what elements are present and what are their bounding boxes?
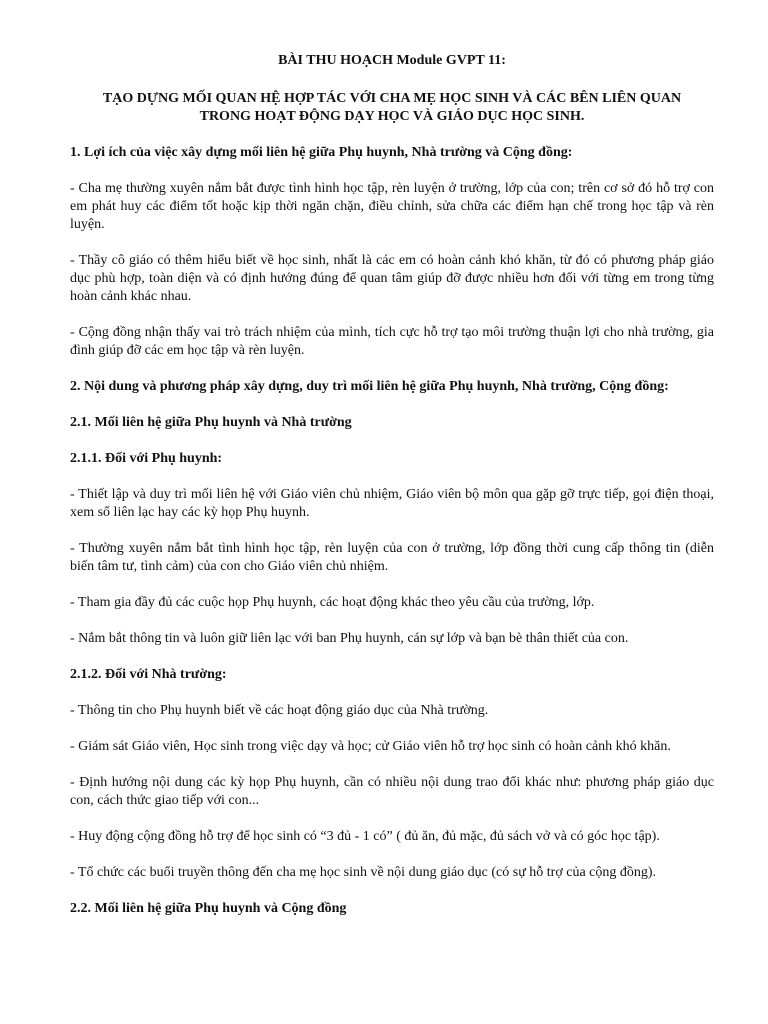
section-2-1-1-paragraph: - Thiết lập và duy trì mối liên hệ với Giáo viên chủ nhiệm, Giáo viên bộ môn qua gặp gỡ trực tiếp, gọi điện thoại, xem sổ liên lạc hay các kỳ họp Phụ huynh. [70, 487, 714, 520]
subtitle-line-1: TẠO DỰNG MỐI QUAN HỆ HỢP TÁC VỚI CHA MẸ HỌC SINH VÀ CÁC BÊN LIÊN QUAN [102, 91, 682, 106]
section-2-1-1-paragraph: - Thường xuyên nắm bắt tình hình học tập, rèn luyện của con ở trường, lớp đồng thời cung cấp thông tin (diễn biến tâm tư, tình cảm) của con cho Giáo viên chủ nhiệm. [70, 541, 714, 574]
section-2-1-2-paragraph: - Huy động cộng đồng hỗ trợ để học sinh có “3 đủ - 1 có” ( đủ ăn, đủ mặc, đủ sách vở và có góc học tập). [70, 829, 660, 844]
document-subtitle [70, 90, 714, 126]
section-1-paragraph: - Thầy cô giáo có thêm hiểu biết về học sinh, nhất là các em có hoàn cảnh khó khăn, từ đó có phương pháp giáo dục phù hợp, toàn diện và có định hướng đúng để quan tâm giúp đỡ được nhiều hơn đối với từng em trong từng hoàn cảnh khác nhau. [70, 253, 714, 304]
section-2-1-2-paragraph: - Định hướng nội dung các kỳ họp Phụ huynh, cần có nhiều nội dung trao đổi khác như: phương pháp giáo dục con, cách thức giao tiếp với con... [70, 775, 714, 808]
section-2-2-heading: 2.2. Mối liên hệ giữa Phụ huynh và Cộng đồng [70, 901, 347, 916]
subtitle-line-2: TRONG HOẠT ĐỘNG DẠY HỌC VÀ GIÁO DỤC HỌC SINH. [199, 109, 585, 124]
section-2-1-1-heading: 2.1.1. Đối với Phụ huynh: [70, 451, 223, 466]
section-2-1-1-paragraph: - Nắm bắt thông tin và luôn giữ liên lạc với ban Phụ huynh, cán sự lớp và bạn bè thân thiết của con. [70, 631, 629, 646]
section-2-1-2-paragraph: - Tổ chức các buổi truyền thông đến cha mẹ học sinh về nội dung giáo dục (có sự hỗ trợ của cộng đồng). [70, 865, 657, 880]
section-2-1-heading: 2.1. Mối liên hệ giữa Phụ huynh và Nhà trường [70, 415, 352, 430]
section-2-1-2-heading: 2.1.2. Đối với Nhà trường: [70, 667, 227, 682]
section-2-heading: 2. Nội dung và phương pháp xây dựng, duy trì mối liên hệ giữa Phụ huynh, Nhà trường, Cộng đồng: [70, 379, 669, 394]
section-2-1-1-paragraph: - Tham gia đầy đủ các cuộc họp Phụ huynh, các hoạt động khác theo yêu cầu của trường, lớp. [70, 595, 595, 610]
section-2-1-2-paragraph: - Giám sát Giáo viên, Học sinh trong việc dạy và học; cử Giáo viên hỗ trợ học sinh có hoàn cảnh khó khăn. [70, 739, 671, 754]
section-1-paragraph: - Cộng đồng nhận thấy vai trò trách nhiệm của mình, tích cực hỗ trợ tạo môi trường thuận lợi cho nhà trường, gia đình giúp đỡ các em học tập và rèn luyện. [70, 325, 714, 358]
section-2-1-2-paragraph: - Thông tin cho Phụ huynh biết về các hoạt động giáo dục của Nhà trường. [70, 703, 489, 718]
section-1-paragraph: - Cha mẹ thường xuyên nắm bắt được tình hình học tập, rèn luyện ở trường, lớp của con; trên cơ sở đó hỗ trợ con em phát huy các điểm tốt hoặc kịp thời ngăn chặn, điều chỉnh, sửa chữa các điểm hạn chế trong học tập và rèn luyện. [70, 181, 714, 232]
document-title: BÀI THU HOẠCH Module GVPT 11: [278, 53, 506, 68]
section-1-heading: 1. Lợi ích của việc xây dựng mối liên hệ giữa Phụ huynh, Nhà trường và Cộng đồng: [70, 145, 573, 160]
